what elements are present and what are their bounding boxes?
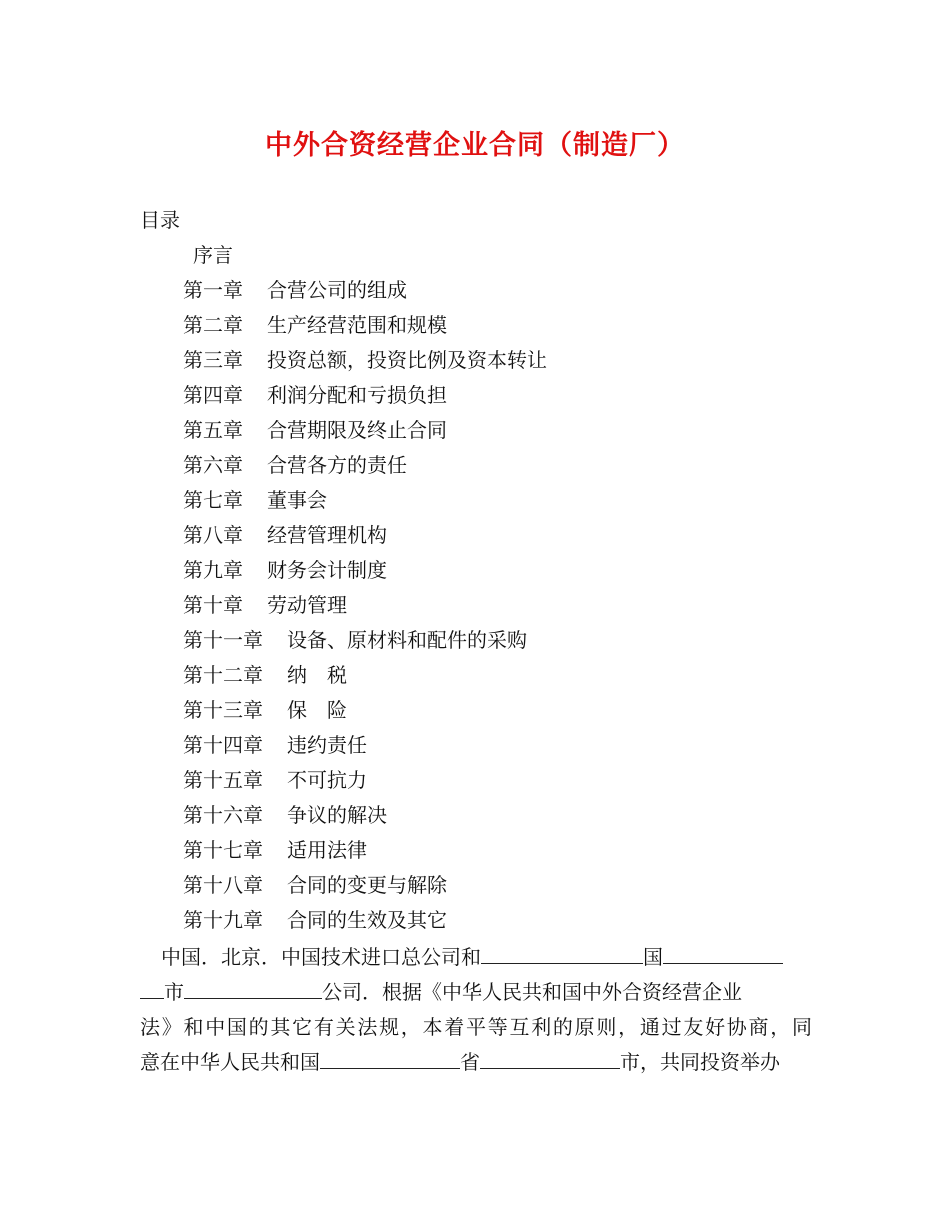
blank-field <box>663 940 783 964</box>
toc-item <box>183 730 547 765</box>
toc-item <box>183 345 547 380</box>
text-run: 省 <box>460 1050 480 1074</box>
toc-item <box>183 590 547 625</box>
paragraph-line <box>140 975 812 1010</box>
chapter-number: 第十五章 <box>183 768 263 792</box>
table-of-contents <box>183 275 547 940</box>
blank-field <box>320 1045 460 1069</box>
chapter-title: 违约责任 <box>287 733 367 757</box>
chapter-number: 第四章 <box>183 383 243 407</box>
toc-item <box>183 310 547 345</box>
toc-item <box>183 695 547 730</box>
chapter-number: 第十四章 <box>183 733 263 757</box>
chapter-title: 经营管理机构 <box>267 523 387 547</box>
toc-item <box>183 835 547 870</box>
chapter-title: 生产经营范围和规模 <box>267 313 447 337</box>
chapter-number: 第十章 <box>183 593 243 617</box>
text-run: 中国．北京．中国技术进口总公司和 <box>161 945 481 969</box>
chapter-number: 第十三章 <box>183 698 263 722</box>
chapter-title: 利润分配和亏损负担 <box>267 383 447 407</box>
chapter-number: 第二章 <box>183 313 243 337</box>
chapter-title: 合营期限及终止合同 <box>267 418 447 442</box>
chapter-title: 投资总额，投资比例及资本转让 <box>267 348 547 372</box>
chapter-title: 财务会计制度 <box>267 558 387 582</box>
chapter-title: 合同的生效及其它 <box>287 908 447 932</box>
chapter-title: 保 险 <box>287 698 347 722</box>
toc-item <box>183 800 547 835</box>
text-run: 意在中华人民共和国 <box>140 1050 320 1074</box>
text-run: 市 <box>164 980 184 1004</box>
toc-item <box>183 415 547 450</box>
chapter-title: 合营公司的组成 <box>267 278 407 302</box>
paragraph-line <box>140 1045 812 1080</box>
chapter-title: 不可抗力 <box>287 768 367 792</box>
chapter-number: 第十七章 <box>183 838 263 862</box>
chapter-number: 第十二章 <box>183 663 263 687</box>
chapter-number: 第十八章 <box>183 873 263 897</box>
chapter-number: 第八章 <box>183 523 243 547</box>
chapter-number: 第七章 <box>183 488 243 512</box>
paragraph-line: 法》和中国的其它有关法规，本着平等互利的原则，通过友好协商，同 <box>140 1015 812 1039</box>
text-run: 市，共同投资举办 <box>620 1050 780 1074</box>
chapter-number: 第三章 <box>183 348 243 372</box>
blank-field <box>480 1045 620 1069</box>
toc-item <box>183 555 547 590</box>
toc-item <box>183 905 547 940</box>
toc-preface: 序言 <box>193 243 233 267</box>
blank-field <box>184 975 322 999</box>
toc-item <box>183 765 547 800</box>
chapter-number: 第一章 <box>183 278 243 302</box>
document-title: 中外合资经营企业合同（制造厂） <box>265 130 685 161</box>
toc-item <box>183 275 547 310</box>
toc-item <box>183 660 547 695</box>
toc-item <box>183 380 547 415</box>
chapter-title: 劳动管理 <box>267 593 347 617</box>
toc-item <box>183 625 547 660</box>
chapter-number: 第十六章 <box>183 803 263 827</box>
chapter-title: 纳 税 <box>287 663 347 687</box>
toc-item <box>183 870 547 905</box>
text-run: 国 <box>643 945 663 969</box>
paragraph-line <box>140 940 812 975</box>
chapter-title: 设备、原材料和配件的采购 <box>287 628 527 652</box>
chapter-number: 第六章 <box>183 453 243 477</box>
toc-item <box>183 485 547 520</box>
chapter-title: 适用法律 <box>287 838 367 862</box>
chapter-title: 合营各方的责任 <box>267 453 407 477</box>
toc-item <box>183 450 547 485</box>
blank-field <box>481 940 643 964</box>
blank-field <box>140 975 164 999</box>
chapter-number: 第五章 <box>183 418 243 442</box>
toc-item <box>183 520 547 555</box>
text-run: 公司．根据《中华人民共和国中外合资经营企业 <box>322 980 742 1004</box>
chapter-number: 第十九章 <box>183 908 263 932</box>
chapter-title: 合同的变更与解除 <box>287 873 447 897</box>
chapter-title: 董事会 <box>267 488 327 512</box>
chapter-title: 争议的解决 <box>287 803 387 827</box>
preamble-paragraph <box>140 940 812 1080</box>
toc-heading: 目录 <box>140 208 180 232</box>
chapter-number: 第九章 <box>183 558 243 582</box>
chapter-number: 第十一章 <box>183 628 263 652</box>
